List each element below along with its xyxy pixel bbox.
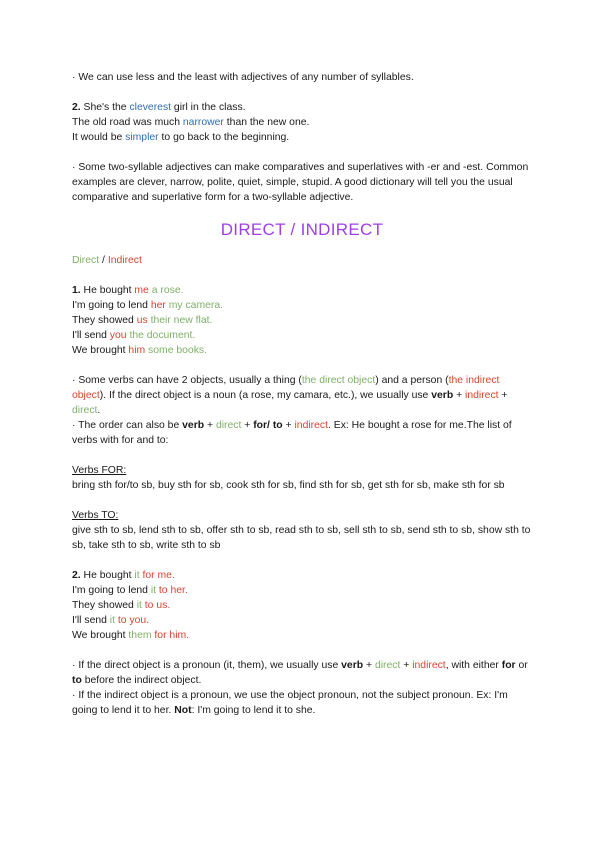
direct-indirect-examples-1 [72,283,532,358]
comparatives-examples [72,100,532,145]
rule-direct-pronoun: · If the direct object is a pronoun (it, them), we usually use verb + direct + indirect, with either for or to before the indirect object. [72,660,528,686]
verbs-for-list: bring sth for/to sb, buy sth for sb, cook sth for sb, find sth for sb, get sth for sb, make sth for sb [72,480,505,491]
rule-two-objects: · Some verbs can have 2 objects, usually a thing (the direct object) and a person (the indirect object). If the direct object is a noun (a rose, my camara, etc.), we usually use verb + indirect + direct. [72,375,508,416]
section-title: DIRECT / INDIRECT [220,220,384,239]
document-page [72,70,532,718]
comparative-example-1: 2. She's the cleverest girl in the class. [72,102,246,113]
example-line: I'll send you the document. [72,330,196,341]
direct-indirect-examples-2 [72,568,532,643]
example-line: They showed it to us. [72,600,171,611]
verbs-to-heading: Verbs TO: [72,510,119,521]
example-line: I'm going to lend her my camera. [72,300,224,311]
example-line: 2. He bought it for me. [72,570,175,581]
subtitle: Direct / Indirect [72,255,142,266]
verbs-for-heading: Verbs FOR: [72,465,127,476]
comparative-example-3: It would be simpler to go back to the beginning. [72,132,290,143]
rule-indirect-pronoun: · If the indirect object is a pronoun, we use the object pronoun, not the subject pronoun. Ex: I'm going to lend it to her. Not: I'm going to lend it to she. [72,690,508,716]
intro-bullet: · We can use less and the least with adjectives of any number of syllables. [72,72,414,83]
comparative-example-2: The old road was much narrower than the new one. [72,117,310,128]
example-line: They showed us their new flat. [72,315,213,326]
verbs-to-list: give sth to sb, lend sth to sb, offer sth to sb, read sth to sb, sell sth to sb, send sth to sb, show sth to sb, take sth to sb, write sth to sb [72,525,531,551]
example-line: We brought them for him. [72,630,190,641]
example-line: I'm going to lend it to her. [72,585,188,596]
example-line: 1. He bought me a rose. [72,285,184,296]
two-syllable-note: · Some two-syllable adjectives can make comparatives and superlatives with -er and -est. Common examples are clever, narrow, polite, quiet, simple, stupid. A good dictionary will tell you the usual comparative and superlative form for a two-syllable adjective. [72,162,529,203]
example-line: We brought him some books. [72,345,207,356]
example-line: I'll send it to you. [72,615,150,626]
rule-order: · The order can also be verb + direct + for/ to + indirect. Ex: He bought a rose for me.The list of verbs with for and to: [72,420,512,446]
